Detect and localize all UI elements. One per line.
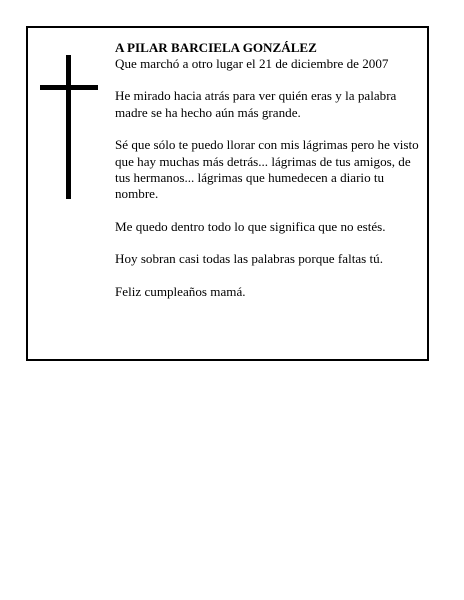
cross-horizontal-bar <box>40 85 98 90</box>
cross-icon <box>40 55 98 199</box>
notice-subtitle: Que marchó a otro lugar el 21 de diciembre de 2007 <box>115 56 389 72</box>
notice-paragraph: Hoy sobran casi todas las palabras porque faltas tú. <box>115 251 383 267</box>
obituary-notice <box>26 26 429 361</box>
notice-paragraph: Feliz cumpleaños mamá. <box>115 284 246 300</box>
notice-paragraph: He mirado hacia atrás para ver quién eras y la palabra madre se ha hecho aún más grande. <box>115 88 397 120</box>
cross-vertical-bar <box>66 55 71 199</box>
notice-paragraph: Sé que sólo te puedo llorar con mis lágrimas pero he visto que hay muchas más detrás... lágrimas de tus amigos, de tus hermanos... lágrimas que humedecen a diario tu nombre. <box>115 137 419 201</box>
notice-text-block <box>115 40 420 317</box>
notice-title: A PILAR BARCIELA GONZÁLEZ <box>115 40 317 55</box>
notice-paragraph: Me quedo dentro todo lo que significa que no estés. <box>115 218 386 234</box>
